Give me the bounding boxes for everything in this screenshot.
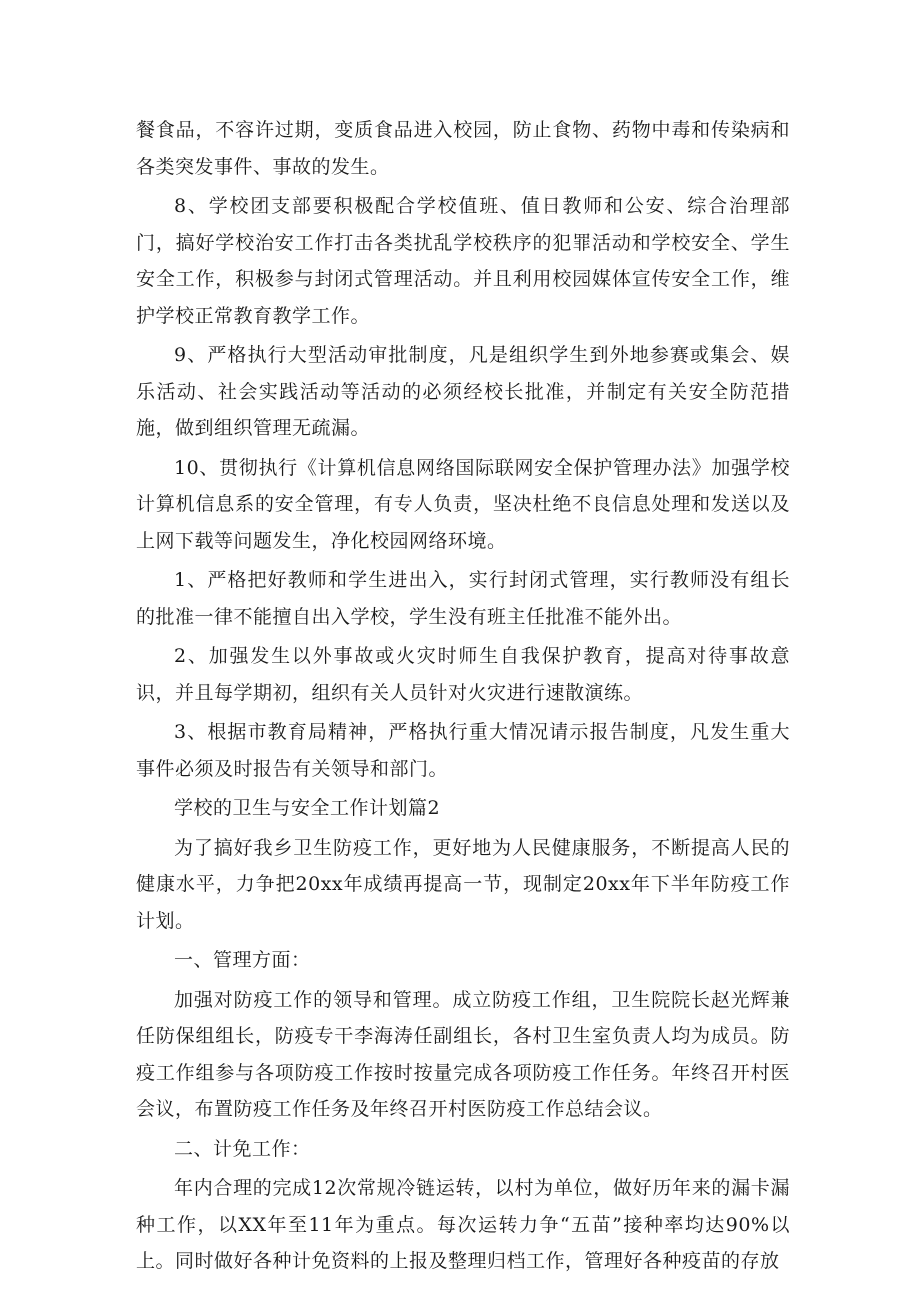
heading-management: 一、管理方面： [174, 949, 311, 971]
paragraph-management: 加强对防疫工作的领导和管理。成立防疫工作组，卫生院院长赵光辉兼任防保组组长，防疫专干李海涛任副组长，各村卫生室负责人均为成员。防疫工作组参与各项防疫工作按时按量完成各项防疫工作任务。年终召开村医会议，布置防疫工作任务及年终召开村医防疫工作总结会议。 [136, 988, 790, 1120]
paragraph-item-9: 9、严格执行大型活动审批制度，凡是组织学生到外地参赛或集会、娱乐活动、社会实践活动等活动的必须经校长批准，并制定有关安全防范措施，做到组织管理无疏漏。 [136, 344, 790, 439]
paragraph-immunization: 年内合理的完成12次常规冷链运转，以村为单位，做好历年来的漏卡漏种工作，以XX年至11年为重点。每次运转力争“五苗”接种率均达90%以上。同时做好各种计免资料的上报及整理归档工作，管理好各种疫苗的存放 [136, 1177, 790, 1272]
paragraph-measure-3: 3、根据市教育局精神，严格执行重大情况请示报告制度，凡发生重大事件必须及时报告有关领导和部门。 [136, 721, 790, 780]
document-body [136, 112, 790, 1283]
paragraph-food-safety-continued: 餐食品，不容许过期，变质食品进入校园，防止食物、药物中毒和传染病和各类突发事件、事故的发生。 [136, 119, 790, 178]
heading-immunization: 二、计免工作： [174, 1137, 311, 1160]
section-title-plan-2: 学校的卫生与安全工作计划篇2 [174, 797, 441, 819]
paragraph-intro: 为了搞好我乡卫生防疫工作，更好地为人民健康服务，不断提高人民的健康水平，力争把20xx年成绩再提高一节，现制定20xx年下半年防疫工作计划。 [136, 836, 790, 932]
paragraph-measure-2: 2、加强发生以外事故或火灾时师生自我保护教育，提高对待事故意识，并且每学期初，组织有关人员针对火灾进行速散演练。 [136, 645, 790, 704]
paragraph-item-8: 8、学校团支部要积极配合学校值班、值日教师和公安、综合治理部门，搞好学校治安工作打击各类扰乱学校秩序的犯罪活动和学校安全、学生安全工作，积极参与封闭式管理活动。并且利用校园媒体宣传安全工作，维护学校正常教育教学工作。 [136, 195, 790, 327]
paragraph-item-10: 10、贯彻执行《计算机信息网络国际联网安全保护管理办法》加强学校计算机信息系的安全管理，有专人负责，坚决杜绝不良信息处理和发送以及上网下载等问题发生，净化校园网络环境。 [136, 456, 790, 552]
paragraph-measure-1: 1、严格把好教师和学生进出入，实行封闭式管理，实行教师没有组长的批准一律不能擅自出入学校，学生没有班主任批准不能外出。 [136, 569, 790, 628]
